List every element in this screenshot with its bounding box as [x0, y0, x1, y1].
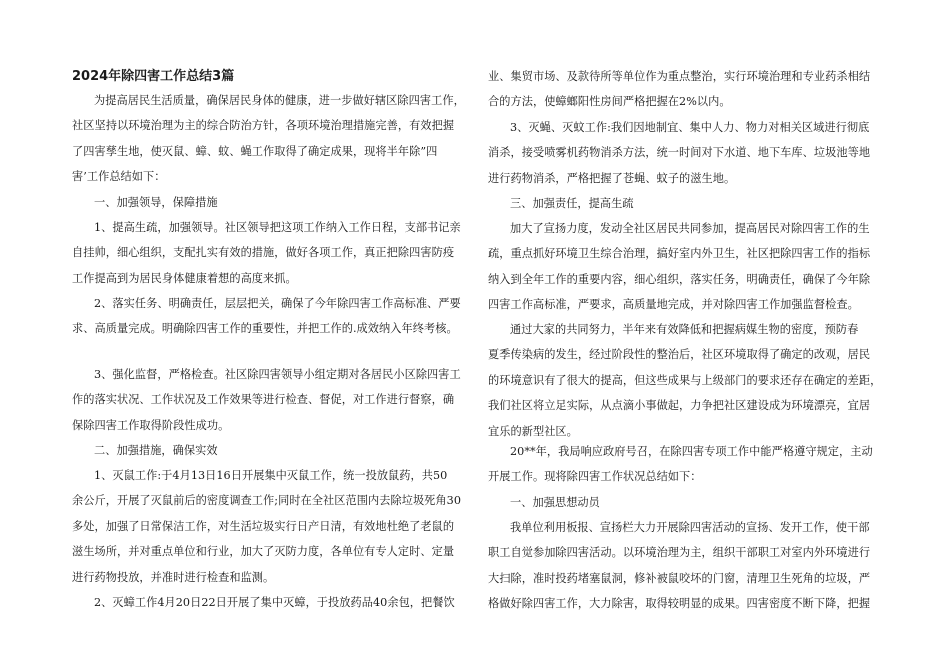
text-line: 进行药物消杀，严格把握了苍蝇、蚊子的滋生地。 — [488, 171, 736, 185]
text-line: 保除四害工作取得阶段性成功。 — [72, 418, 230, 432]
paragraph — [488, 64, 886, 115]
text-line: 滋生场所，并对重点单位和行业，加大了灭防力度，各单位有专人定时、定量 — [72, 545, 455, 559]
paragraph — [488, 439, 886, 490]
paragraph — [488, 115, 886, 191]
section-heading: 一、加强思想动员 — [510, 496, 600, 509]
text-line: 宜乐的新型社区。 — [488, 424, 578, 438]
text-line: 1、提高生疏，加强领导。社区领导把这项工作纳入工作日程，支部书记亲 — [94, 221, 461, 234]
text-line: 进行药物投放，并准时进行检查和监测。 — [72, 570, 275, 584]
text-line: 2、落实任务、明确责任，层层把关，确保了今年除四害工作高标准、严要 — [94, 297, 461, 310]
text-line: 夏季传染病的发生，经过阶段性的整治后，社区环境取得了确定的改观，居民 — [488, 348, 871, 362]
text-line: 加大了宣扬力度，发动全社区居民共同参加，提高居民对除四害工作的生 — [510, 222, 870, 235]
text-line: 社区坚持以环境治理为主的综合防治方针，各项环境治理措施完善，有效把握 — [72, 119, 455, 133]
paragraph — [488, 216, 886, 318]
text-line: 格做好除四害工作，大力除害，取得较明显的成果。四害密度不断下降，把握 — [488, 597, 871, 611]
text-line: 工作提高到为居民身体健康着想的高度来抓。 — [72, 271, 297, 285]
text-line: 求、高质量完成。明确除四害工作的重要性，并把工作的.成效纳入年终考核。 — [72, 322, 458, 336]
text-line: 多处，加强了日常保洁工作，对生活垃圾实行日产日清，有效地杜绝了老鼠的 — [72, 519, 455, 533]
text-line: 1、灭鼠工作:于4月13日16日开展集中灭鼠工作，统一投放鼠药，共50 — [94, 469, 448, 482]
paragraph — [72, 463, 467, 590]
text-line: 3、灭蝇、灭蚊工作:我们因地制宜、集中人力、物力对相关区域进行彻底 — [510, 121, 870, 134]
text-line: 开展工作。现将除四害工作状况总结如下： — [488, 470, 702, 484]
text-line: 职工自觉参加除四害活动。以环境治理为主，组织干部职工对室内外环境进行 — [488, 546, 871, 560]
text-line: 通过大家的共同努力，半年来有效降低和把握病媒生物的密度，预防春 — [510, 323, 859, 336]
text-line: 3、强化监督，严格检查。社区除四害领导小组定期对各居民小区除四害工 — [94, 368, 461, 381]
document-title: 2024年除四害工作总结3篇 — [72, 69, 235, 84]
text-line: 余公斤，开展了灭鼠前后的密度调查工作;同时在全社区范围内去除垃圾死角30 — [72, 494, 461, 508]
paragraph — [488, 515, 886, 617]
text-line: 了四害孳生地，使灭鼠、蟑、蚊、蝇工作取得了确定成果，现将半年除”四 — [72, 144, 438, 158]
text-line: 疏，重点抓好环境卫生综合治理，搞好室内外卫生，社区把除四害工作的指标 — [488, 247, 871, 261]
text-line: 害’工作总结如下： — [72, 170, 166, 184]
paragraph — [72, 362, 467, 438]
text-line: 我们社区将立足实际，从点滴小事做起，力争把社区建设成为环境漂亮，宜居 — [488, 399, 871, 413]
text-line: 自挂帅，细心组织，支配扎实有效的措施，做好各项工作，真正把除四害防疫 — [72, 246, 455, 260]
text-line: 业、集贸市场、及款待所等单位作为重点整治，实行环境治理和专业药杀相结 — [488, 70, 871, 83]
text-line: 合的方法，使蟑螂阳性房间严格把握在2%以内。 — [488, 95, 731, 109]
paragraph — [488, 317, 886, 444]
text-line: 我单位利用板报、宣扬栏大力开展除四害活动的宣扬、发开工作，使干部 — [510, 521, 870, 534]
text-line: 四害工作高标准，严要求，高质量地完成，并对除四害工作加强监督检查。 — [488, 298, 859, 312]
section-heading: 三、加强责任，提高生疏 — [510, 197, 634, 210]
text-line: 作的落实状况、工作状况及工作效果等进行检查、督促，对工作进行督察，确 — [72, 393, 455, 407]
text-line: 消杀，接受喷雾机药物消杀方法，统一时间对下水道、地下车库、垃圾池等地 — [488, 146, 871, 160]
section-heading: 二、加强措施，确保实效 — [94, 444, 218, 457]
text-line: 2、灭蟑工作4月20日22日开展了集中灭蟑，于投放药品40余包，把餐饮 — [94, 596, 455, 609]
paragraph — [72, 215, 467, 291]
text-line: 的环境意识有了很大的提高，但这些成果与上级部门的要求还存在确定的差距， — [488, 373, 882, 387]
text-line: 纳入到全年工作的重要内容，细心组织，落实任务，明确责任，确保了今年除 — [488, 272, 871, 286]
paragraph — [72, 291, 467, 342]
text-line: 大扫除，准时投药堵塞鼠洞，修补被鼠咬坏的门窗，清理卫生死角的垃圾，严 — [488, 571, 871, 585]
text-line: 20**年，我局响应政府号召，在除四害专项工作中能严格遵守规定，主动 — [510, 445, 873, 458]
section-heading: 一、加强领导，保障措施 — [94, 196, 218, 209]
paragraph — [72, 590, 467, 615]
intro-paragraph — [72, 88, 467, 190]
text-line: 为提高居民生活质量，确保居民身体的健康，进一步做好辖区除四害工作， — [94, 94, 465, 107]
